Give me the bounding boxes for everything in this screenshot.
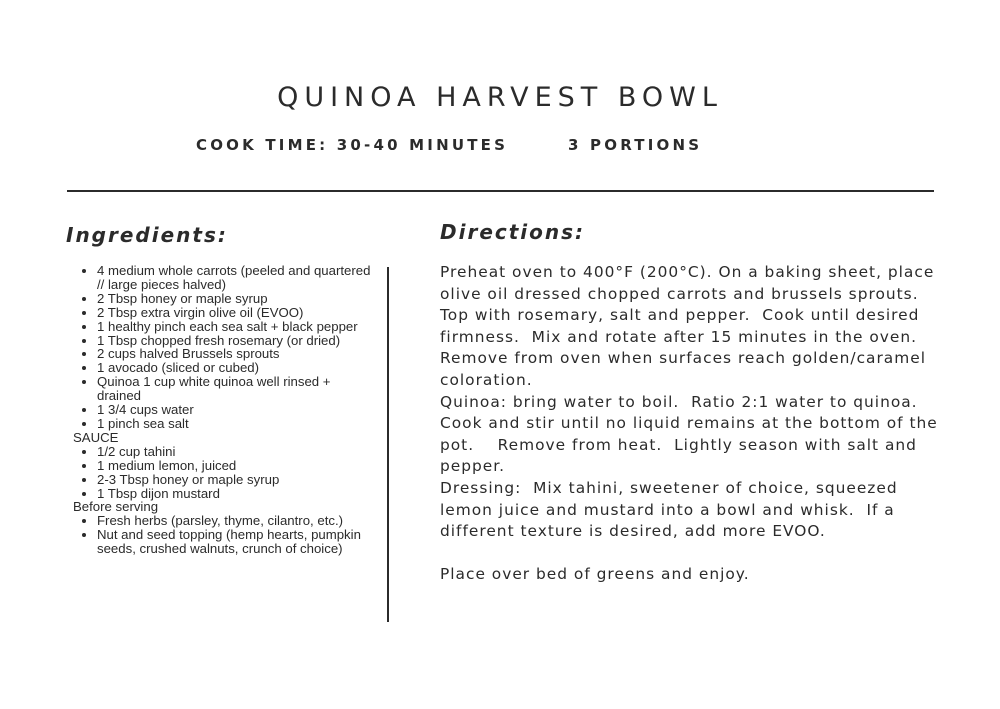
serving-item: • Fresh herbs (parsley, thyme, cilantro, etc.) [97,514,373,528]
sauce-label: SAUCE [73,429,119,445]
paragraph-spacer [440,543,940,565]
sauce-item: • 2-3 Tbsp honey or maple syrup [97,473,373,487]
portions: 3 PORTIONS [568,136,703,154]
serving-label: Before serving [73,499,159,515]
directions-text [440,262,944,586]
ingredient-item: • 1 3/4 cups water [97,403,373,417]
ingredient-item: • 1 avocado (sliced or cubed) [97,361,373,375]
ingredient-item: • 2 Tbsp honey or maple syrup [97,292,373,306]
ingredients-list [73,264,373,556]
ingredient-item: • 1 pinch sea salt [97,417,373,431]
ingredient-item: • 2 Tbsp extra virgin olive oil (EVOO) [97,306,373,320]
sauce-item: • 1 medium lemon, juiced [97,459,373,473]
serving-ingredients [73,514,373,556]
ingredient-item: • 4 medium whole carrots (peeled and quartered // large pieces halved) [97,264,373,292]
direction-step: Quinoa: bring water to boil. Ratio 2:1 water to quinoa. Cook and stir until no liquid remains at the bottom of the pot. Remove from heat. Lightly season with salt and pepper. [440,392,944,476]
ingredient-item: • 1 Tbsp chopped fresh rosemary (or dried) [97,334,373,348]
recipe-meta [196,136,756,154]
sauce-item: • 1/2 cup tahini [97,445,373,459]
ingredient-item: • Quinoa 1 cup white quinoa well rinsed + drained [97,375,373,403]
ingredients-heading: Ingredients: [66,223,228,247]
sauce-ingredients [73,445,373,501]
cook-time: COOK TIME: 30-40 MINUTES [196,136,509,154]
recipe-title: QUINOA HARVEST BOWL [277,82,723,113]
main-ingredients [73,264,373,431]
ingredient-item: • 1 healthy pinch each sea salt + black pepper [97,320,373,334]
header-divider [67,190,934,192]
ingredient-item: • 2 cups halved Brussels sprouts [97,347,373,361]
sauce-item: • 1 Tbsp dijon mustard [97,487,373,501]
direction-step: Dressing: Mix tahini, sweetener of choice, squeezed lemon juice and mustard into a bowl and whisk. If a different texture is desired, add more EVOO. [440,478,904,541]
directions-heading: Directions: [440,220,586,244]
column-divider [387,267,389,622]
direction-step: Place over bed of greens and enjoy. [440,565,750,584]
serving-item: • Nut and seed topping (hemp hearts, pumpkin seeds, crushed walnuts, crunch of choice) [97,528,373,556]
direction-step: Preheat oven to 400°F (200°C). On a baking sheet, place olive oil dressed chopped carrots and brussels sprouts. Top with rosemary, salt and pepper. Cook until desired firmness. Mix and rotate after 15 minutes in the oven. Remove from oven when surfaces reach golden/caramel coloration. [440,263,941,389]
